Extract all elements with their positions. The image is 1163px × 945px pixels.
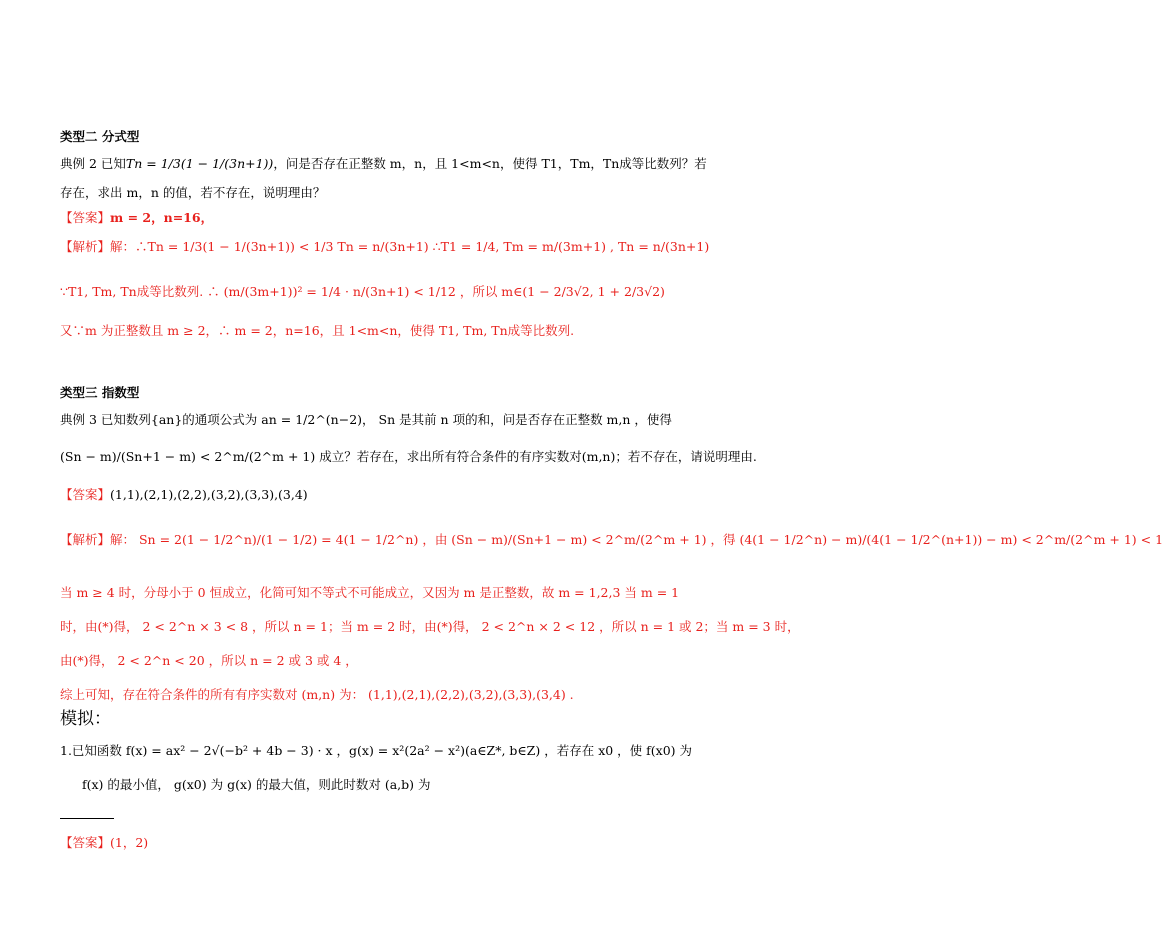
simulation-heading: 模拟： xyxy=(60,709,111,729)
example3-analysis-line2: 当 m ≥ 4 时，分母小于 0 恒成立，化简可知不等式不可能成立，又因为 m 是正整数，故 m = 1,2,3 当 m = 1 xyxy=(60,585,680,600)
answer-value: m = 2，n=16， xyxy=(110,210,214,225)
example2-analysis-line3: 又∵m 为正整数且 m ≥ 2，∴ m = 2，n=16，且 1<m<n，使得 T1, Tm, Tn成等比数列. xyxy=(60,323,575,338)
analysis-tag: 【解析】 xyxy=(60,239,111,254)
analysis-text: 解：∴Tn = 1/3(1 − 1/(3n+1)) < 1/3 Tn = n/(3n+1) ∴T1 = 1/4, Tm = m/(3m+1) , Tn = n/(3n+1) xyxy=(110,239,710,254)
example2-line2: 存在，求出 m，n 的值，若不存在，说明理由？ xyxy=(60,185,326,200)
section2-heading: 类型二 分式型 xyxy=(60,129,140,144)
example3-analysis-line4: 由(*)得， 2 < 2^n < 20 ，所以 n = 2 或 3 或 4 ， xyxy=(60,653,358,668)
analysis-text: 解： Sn = 2(1 − 1/2^n)/(1 − 1/2) = 4(1 − 1/2^n) ，由 (Sn − m)/(Sn+1 − m) < 2^m/(2^m + 1) ，得 (4(1 − 1/2^n) − m)/(4(1 − 1/2^(n+1)) − m) < 2^m/(2^m + 1) < 1 xyxy=(110,532,1163,547)
example2-analysis-line2: ∵T1, Tm, Tn成等比数列. ∴ (m/(3m+1))² = 1/4 · n/(3n+1) < 1/12 ，所以 m∈(1 − 2/3√2, 1 + 2/3√2) xyxy=(60,284,665,299)
answer-value: (1，2) xyxy=(110,835,149,850)
example3-answer xyxy=(60,486,602,504)
example3-analysis-line3: 时，由(*)得， 2 < 2^n × 3 < 8 ，所以 n = 1；当 m = 2 时，由(*)得， 2 < 2^n × 2 < 12 ，所以 n = 1 或 2；当 m = 3 时， xyxy=(60,619,800,634)
question1-line1: 1.已知函数 f(x) = ax² − 2√(−b² + 4b − 3) · x ，g(x) = x²(2a² − x²)(a∈Z*, b∈Z) ，若存在 x0 ，使 f(x0) 为 xyxy=(60,743,693,758)
answer-tag: 【答案】 xyxy=(60,487,111,502)
answer-tag: 【答案】 xyxy=(60,835,111,850)
question1-line2: f(x) 的最小值， g(x0) 为 g(x) 的最大值，则此时数对 (a,b) 为 xyxy=(82,777,431,792)
example3-line1: 典例 3 已知数列{an}的通项公式为 an = 1/2^(n−2)， Sn 是其前 n 项的和，问是否存在正整数 m,n ，使得 xyxy=(60,412,672,427)
example2-analysis-line1 xyxy=(60,238,710,256)
example2-formula: Tn = 1/3(1 − 1/(3n+1)) xyxy=(125,156,274,171)
section3-heading: 类型三 指数型 xyxy=(60,385,140,400)
example3-line2: (Sn − m)/(Sn+1 − m) < 2^m/(2^m + 1) 成立？若存在，求出所有符合条件的有序实数对(m,n)；若不存在，请说明理由. xyxy=(60,449,757,464)
answer-tag: 【答案】 xyxy=(60,210,111,225)
answer-value: (1,1),(2,1),(2,2),(3,2),(3,3),(3,4) xyxy=(110,487,308,502)
example3-analysis-line1 xyxy=(60,531,1163,549)
example2-line1 xyxy=(60,155,707,173)
analysis-tag: 【解析】 xyxy=(60,532,111,547)
example2-answer xyxy=(60,209,602,227)
question1-answer xyxy=(60,834,602,852)
example3-analysis-line5: 综上可知，存在符合条件的所有有序实数对 (m,n) 为： (1,1),(2,1),(2,2),(3,2),(3,3),(3,4) . xyxy=(60,687,574,702)
answer-blank-rule xyxy=(60,818,114,819)
example2-prefix: 典例 2 已知 xyxy=(60,156,126,171)
example2-text1: ，问是否存在正整数 m，n，且 1<m<n，使得 T1，Tm，Tn成等比数列？若 xyxy=(273,156,707,171)
